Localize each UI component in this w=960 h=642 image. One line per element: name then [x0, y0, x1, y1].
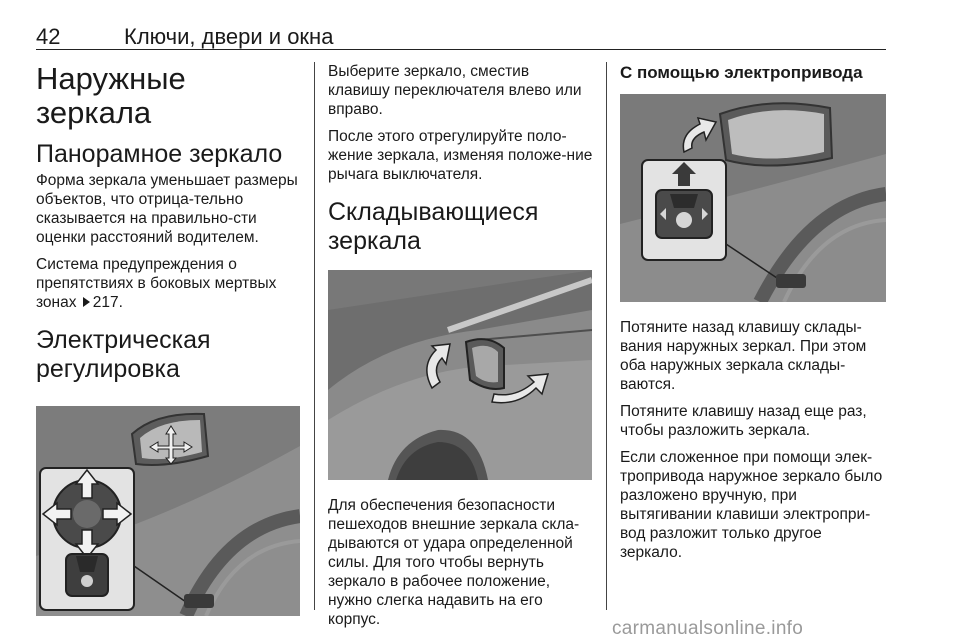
- watermark: carmanualsonline.info: [612, 618, 804, 639]
- section-title: Наружные зеркала: [36, 61, 186, 130]
- subsection-title-electric: Электрическая регулировка: [36, 326, 211, 383]
- page-number: 42: [36, 24, 61, 49]
- power-fold-switch-illustration: [620, 94, 886, 302]
- page-reference[interactable]: 217.: [92, 294, 123, 311]
- paragraph-adjust-position: После этого отрегулируйте поло-жение зеркала, изменяя положе-ние рычага выключателя.: [328, 128, 593, 183]
- column-3: [620, 62, 886, 570]
- blind-spot-text: Система предупреждения о препятствиях в боковых мертвых зонах: [36, 256, 277, 311]
- paragraph-pull-switch: Потяните назад клавишу склады-вания наружных зеркал. При этом оба наружных зеркала склады-ваются.: [620, 319, 867, 393]
- folding-mirror-car-illustration: [328, 270, 592, 480]
- column-2: [328, 62, 594, 637]
- column-divider-2: [606, 62, 607, 610]
- subsection-title-folding: Складывающиеся зеркала: [328, 198, 539, 255]
- paragraph-blind-spot: [36, 255, 300, 312]
- column-1: [36, 62, 300, 616]
- paragraph-pull-again: Потяните клавишу назад еще раз, чтобы разложить зеркала.: [620, 403, 867, 439]
- mirror-adjust-switch-illustration: [36, 406, 300, 616]
- chapter-title: Ключи, двери и окна: [124, 24, 334, 49]
- page-reference-arrow-icon: [83, 297, 90, 307]
- paragraph-pedestrian-safety: Для обеспечения безопасности пешеходов внешние зеркала скла-дываются от удара определенной силы. Для того чтобы вернуть зеркало в рабочее положение, нужно слегка надавить на его корпус.: [328, 497, 580, 628]
- paragraph-manual-unfold: Если сложенное при помощи элек-тропривода наружное зеркало было разложено вручную, при вытягивании клавиши электропри-вод разложит только другое зеркало.: [620, 449, 883, 561]
- paragraph-panoramic: Форма зеркала уменьшает размеры объектов, что отрица-тельно сказывается на правильно-сти оценки расстояний водителем.: [36, 172, 298, 246]
- column-divider-1: [314, 62, 315, 610]
- paragraph-select-mirror: Выберите зеркало, сместив клавишу переключателя влево или вправо.: [328, 63, 582, 118]
- subsection-title-panoramic: Панорамное зеркало: [36, 140, 283, 168]
- page-header: [36, 22, 886, 50]
- subsection-title-power-fold: С помощью электропривода: [620, 63, 863, 82]
